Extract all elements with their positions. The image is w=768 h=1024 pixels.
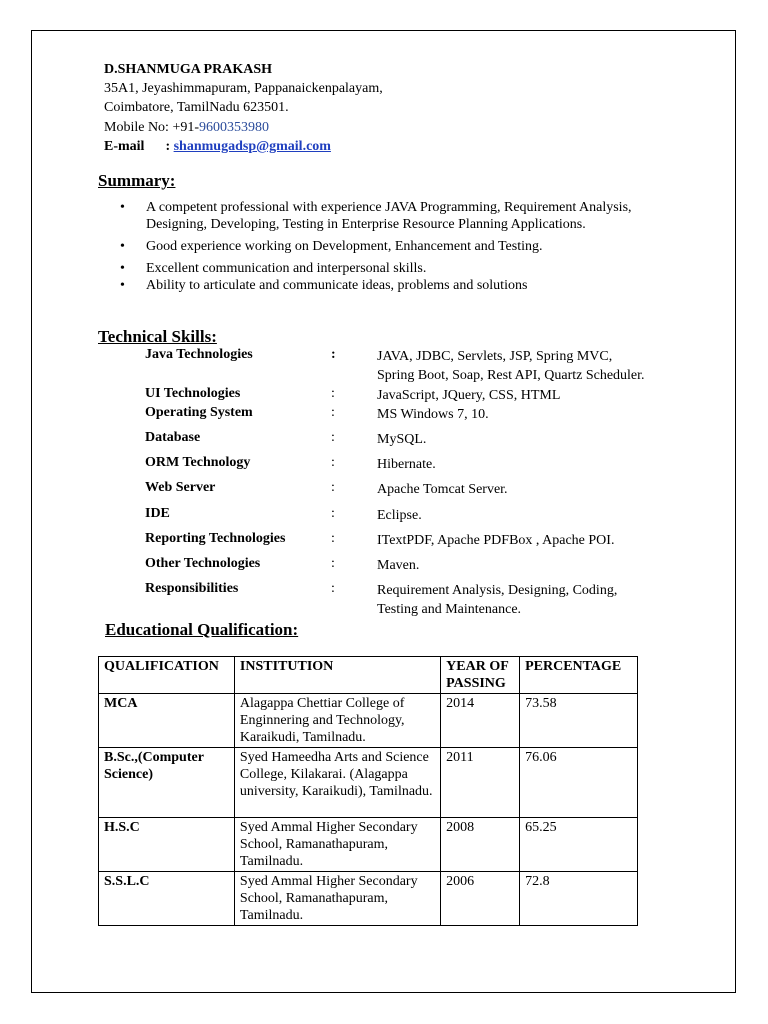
table-row [99, 694, 638, 748]
skill-value: JavaScript, JQuery, CSS, HTML [377, 388, 561, 403]
qualification-cell: S.S.L.C [99, 872, 235, 926]
year-cell: 2014 [441, 694, 520, 748]
column-header: INSTITUTION [234, 657, 440, 694]
skill-label: Reporting Technologies [145, 531, 286, 546]
skill-label: Operating System [145, 405, 253, 420]
skill-label: Other Technologies [145, 556, 261, 571]
skill-colon: : [331, 455, 335, 470]
skill-colon: : [331, 405, 335, 420]
table-header-row [99, 657, 638, 694]
qualification-cell: MCA [99, 694, 235, 748]
summary-list [118, 199, 638, 299]
skill-colon: : [331, 506, 335, 521]
summary-item: • Good experience working on Development, Enhancement and Testing. [120, 239, 543, 254]
skill-label: IDE [145, 506, 170, 521]
skill-label: Java Technologies [145, 347, 253, 362]
percentage-cell: 65.25 [520, 818, 638, 872]
skill-value: MS Windows 7, 10. [377, 407, 489, 422]
education-title: Educational Qualification: [105, 620, 299, 639]
column-header: QUALIFICATION [99, 657, 235, 694]
percentage-cell: 76.06 [520, 748, 638, 818]
skill-colon: : [331, 386, 335, 401]
table-row [99, 818, 638, 872]
skill-label: Responsibilities [145, 581, 239, 596]
institution-cell: Alagappa Chettiar College of Enginnering and Technology, Karaikudi, Tamilnadu. [234, 694, 440, 748]
skill-label: ORM Technology [145, 455, 251, 470]
skill-value: Hibernate. [377, 457, 436, 472]
skill-value: Apache Tomcat Server. [377, 482, 508, 497]
mobile-label: Mobile No: +91- [104, 120, 199, 135]
candidate-name: D.SHANMUGA PRAKASH [104, 62, 273, 77]
summary-item: • A competent professional with experience JAVA Programming, Requirement Analysis, Designing, Developing, Testing in Enterprise Resource Planning Applications. [120, 200, 632, 232]
percentage-cell: 72.8 [520, 872, 638, 926]
table-row [99, 872, 638, 926]
skill-colon: : [331, 531, 335, 546]
column-header: PERCENTAGE [520, 657, 638, 694]
bullet-icon: • [120, 278, 125, 293]
institution-cell: Syed Ammal Higher Secondary School, Ramanathapuram, Tamilnadu. [234, 872, 440, 926]
email-label: E-mail : [104, 139, 174, 154]
year-cell: 2008 [441, 818, 520, 872]
institution-cell: Syed Ammal Higher Secondary School, Ramanathapuram, Tamilnadu. [234, 818, 440, 872]
skill-colon: : [331, 430, 335, 445]
email-link[interactable]: shanmugadsp@gmail.com [173, 139, 331, 154]
skill-label: Database [145, 430, 201, 445]
summary-item: • Ability to articulate and communicate ideas, problems and solutions [120, 278, 528, 293]
skill-value: JAVA, JDBC, Servlets, JSP, Spring MVC, Spring Boot, Soap, Rest API, Quartz Scheduler. [377, 349, 645, 383]
table-row [99, 748, 638, 818]
summary-title: Summary: [98, 171, 176, 190]
qualification-cell: B.Sc.,(Computer Science) [99, 748, 235, 818]
skill-label: UI Technologies [145, 386, 241, 401]
bullet-icon: • [120, 261, 125, 276]
column-header: YEAR OF PASSING [441, 657, 520, 694]
year-cell: 2006 [441, 872, 520, 926]
technical-skills-title: Technical Skills: [98, 327, 217, 346]
year-cell: 2011 [441, 748, 520, 818]
skill-label: Web Server [145, 480, 216, 495]
education-table [98, 656, 638, 926]
percentage-cell: 73.58 [520, 694, 638, 748]
skill-colon: : [331, 480, 335, 495]
skill-value: Requirement Analysis, Designing, Coding, Testing and Maintenance. [377, 583, 618, 617]
mobile-number: 9600353980 [199, 120, 269, 135]
skill-colon: : [331, 556, 335, 571]
institution-cell: Syed Hameedha Arts and Science College, Kilakarai. (Alagappa university, Karaikudi), Tamilnadu. [234, 748, 440, 818]
skill-value: Eclipse. [377, 508, 422, 523]
skill-colon: : [331, 347, 336, 362]
bullet-icon: • [120, 200, 125, 215]
address-line-1: 35A1, Jeyashimmapuram, Pappanaickenpalayam, [104, 81, 383, 96]
address-line-2: Coimbatore, TamilNadu 623501. [104, 100, 289, 115]
qualification-cell: H.S.C [99, 818, 235, 872]
mobile-line [104, 118, 269, 137]
bullet-icon: • [120, 239, 125, 254]
email-line [104, 137, 331, 156]
skill-value: ITextPDF, Apache PDFBox , Apache POI. [377, 533, 615, 548]
skill-value: Maven. [377, 558, 420, 573]
summary-item: • Excellent communication and interpersonal skills. [120, 261, 427, 276]
skill-colon: : [331, 581, 335, 596]
skill-value: MySQL. [377, 432, 427, 447]
